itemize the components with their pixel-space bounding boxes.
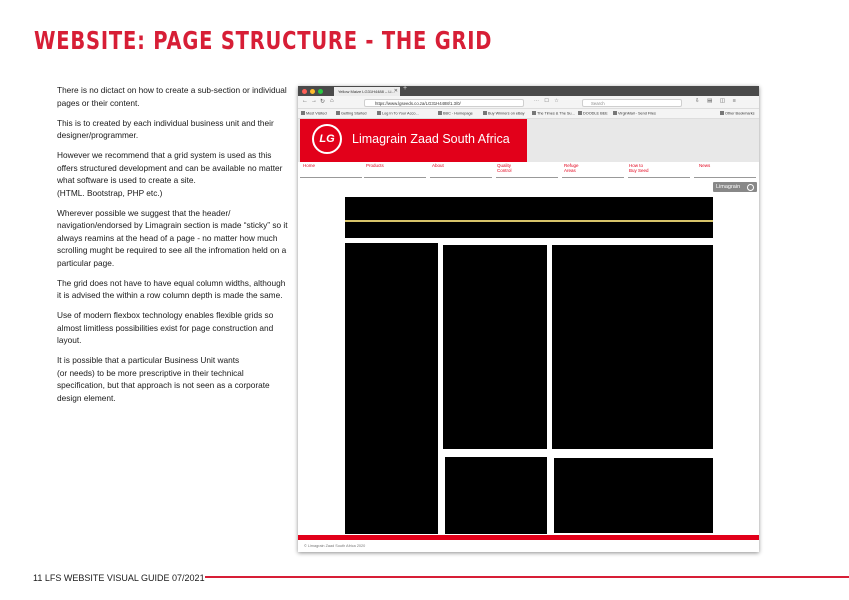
body-text <box>57 84 289 412</box>
lg-logo-icon: LG <box>312 124 342 154</box>
address-bar[interactable]: https://www.lgseeds.co.za/LG31H4488/1.3/0/ <box>364 99 524 107</box>
page-actions-icons[interactable]: ⋯ ☐ ☆ <box>534 98 561 104</box>
logo-block[interactable] <box>300 119 527 162</box>
paragraph-3: However we recommend that a grid system is used as this offers structured development and can be available no matter what software is used to create a site. (HTML. Bootstrap, PHP etc.) <box>57 150 283 198</box>
back-icon[interactable]: ← <box>302 98 308 104</box>
nav-item-refuge-areas[interactable]: Refuge Areas <box>564 163 579 173</box>
forward-icon[interactable]: → <box>311 98 317 104</box>
browser-toolbar <box>298 96 759 109</box>
nav-divider <box>300 177 362 178</box>
nav-item-news[interactable]: News <box>699 163 711 168</box>
footer-rule <box>205 576 849 578</box>
nav-item-products[interactable]: Products <box>366 163 384 168</box>
bookmark-item[interactable]: Log In To Your Acco... <box>377 111 419 116</box>
bookmark-item[interactable]: Other Bookmarks <box>720 111 755 116</box>
site-nav <box>300 163 757 177</box>
bookmark-item[interactable]: Buy Winners on eBay <box>483 111 525 116</box>
browser-tab-bar <box>298 86 759 96</box>
brand-name: Limagrain Zaad South Africa <box>352 132 510 146</box>
grid-block-sidebar <box>345 243 438 534</box>
site-footer-bar <box>298 535 759 540</box>
nav-divider <box>496 177 558 178</box>
window-controls <box>302 89 323 94</box>
nav-divider <box>562 177 624 178</box>
reload-icon[interactable]: ↻ <box>320 99 326 105</box>
toolbar-icons[interactable]: ⇩ ▤ ◫ ≡ <box>695 98 739 104</box>
paragraph-6: Use of modern flexbox technology enables flexible grids so almost limitless possibilities exist for page construction and layout. <box>57 310 274 345</box>
nav-divider <box>364 177 426 178</box>
site-footer-text: © Limagrain Zaad South Africa 2020 <box>304 544 366 548</box>
nav-divider <box>628 177 690 178</box>
bookmark-item[interactable]: BBC - Homepage <box>438 111 473 116</box>
nav-divider <box>430 177 492 178</box>
nav-item-quality-control[interactable]: Quality Control <box>497 163 512 173</box>
paragraph-7: It is possible that a particular Business Unit wants (or needs) to be more prescriptive in their technical specification, but that approach is not seen as a corporate design element. <box>57 355 270 403</box>
bookmark-item[interactable]: DOODLE BEE <box>578 111 608 116</box>
page-title: WEBSITE: PAGE STRUCTURE - THE GRID <box>34 26 493 55</box>
close-window-icon[interactable] <box>302 89 307 94</box>
grid-block-hero <box>345 197 713 220</box>
page-footer-label: 11 LFS WEBSITE VISUAL GUIDE 07/2021 <box>33 573 205 583</box>
bookmarks-bar <box>298 109 759 119</box>
paragraph-2: This is to created by each individual business unit and their designer/programmer. <box>57 117 274 140</box>
limagrain-button[interactable]: Limagrain <box>713 182 757 192</box>
paragraph-5: The grid does not have to have equal column widths, although it is advised the within a row column depth is made the same. <box>57 277 286 300</box>
browser-tab-title: Yellow Maize LG31H4488 – Li... <box>338 89 395 94</box>
bookmark-item[interactable]: The Times & The Su... <box>532 111 575 116</box>
browser-screenshot <box>298 86 759 552</box>
nav-item-about[interactable]: About <box>432 163 444 168</box>
nav-item-how-to-buy-seed[interactable]: How to Buy Seed <box>629 163 649 173</box>
home-icon[interactable]: ⌂ <box>330 98 334 104</box>
nav-divider <box>694 177 756 178</box>
bookmark-item[interactable]: VirginMail - Send Files <box>613 111 656 116</box>
site-header <box>298 119 759 162</box>
grid-block-column-3 <box>552 245 713 449</box>
grid-block-lower-3 <box>554 458 713 533</box>
new-tab-icon[interactable]: + <box>403 86 408 92</box>
maximize-window-icon[interactable] <box>318 89 323 94</box>
grid-block-lower-2 <box>445 457 547 534</box>
close-tab-icon[interactable]: ✕ <box>393 88 398 94</box>
search-input[interactable]: Search <box>582 99 682 107</box>
bookmark-item[interactable]: Getting Started <box>336 111 367 116</box>
website-content <box>298 119 759 552</box>
minimize-window-icon[interactable] <box>310 89 315 94</box>
grid-block-column-2 <box>443 245 547 449</box>
paragraph-4: Wherever possible we suggest that the header/ navigation/endorsed by Limagrain section is made “sticky” so it always reamins at the head of a page - no matter how much scrolling mught be required to see all the infromation held on a particular page. <box>57 207 288 268</box>
grid-block-banner <box>345 222 713 238</box>
browser-tab[interactable] <box>334 87 400 96</box>
paragraph-1: There is no dictact on how to create a sub-section or individual pages or their content. <box>57 85 287 108</box>
nav-item-home[interactable]: Home <box>303 163 316 168</box>
bookmark-item[interactable]: Most Visited <box>301 111 327 116</box>
